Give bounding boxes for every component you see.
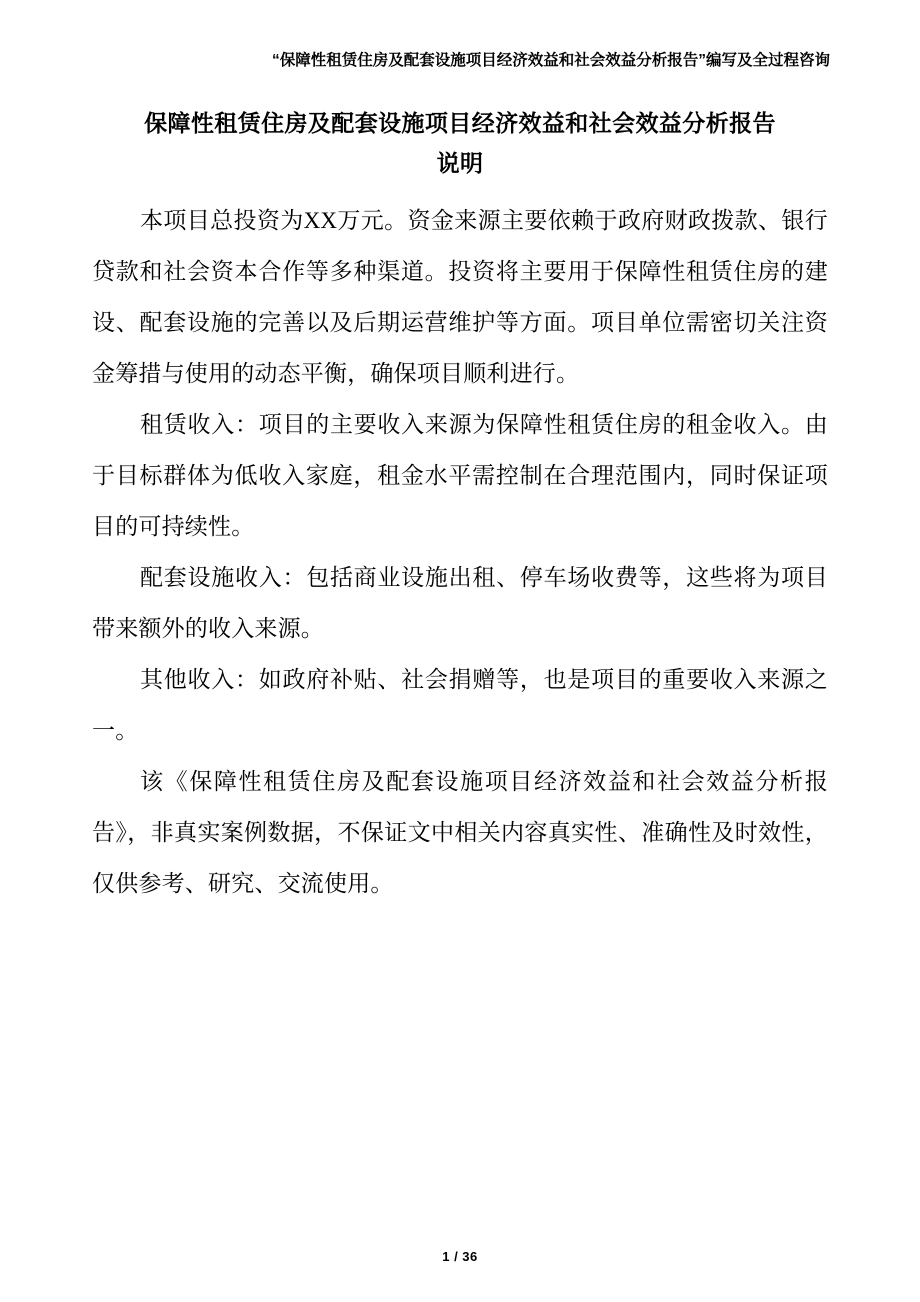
page-number: 1 / 36 — [442, 1249, 478, 1264]
paragraph: 其他收入：如政府补贴、社会捐赠等，也是项目的重要收入来源之一。 — [92, 667, 828, 744]
paragraph: 租赁收入：项目的主要收入来源为保障性租赁住房的租金收入。由于目标群体为低收入家庭，租金水平需控制在合理范围内，同时保证项目的可持续性。 — [92, 412, 828, 540]
document-body — [92, 106, 828, 909]
page-subtitle: 说明 — [436, 149, 484, 176]
paragraph: 该《保障性租赁住房及配套设施项目经济效益和社会效益分析报告》，非真实案例数据，不保证文中相关内容真实性、准确性及时效性，仅供参考、研究、交流使用。 — [92, 769, 828, 897]
paragraph: 本项目总投资为XX万元。资金来源主要依赖于政府财政拨款、银行贷款和社会资本合作等多种渠道。投资将主要用于保障性租赁住房的建设、配套设施的完善以及后期运营维护等方面。项目单位需密切关注资金筹措与使用的动态平衡，确保项目顺利进行。 — [92, 208, 828, 387]
page-title: 保障性租赁住房及配套设施项目经济效益和社会效益分析报告 — [144, 110, 776, 136]
page-header: “保障性租赁住房及配套设施项目经济效益和社会效益分析报告”编写及全过程咨询 — [271, 52, 830, 69]
paragraph: 配套设施收入：包括商业设施出租、停车场收费等，这些将为项目带来额外的收入来源。 — [92, 565, 828, 642]
